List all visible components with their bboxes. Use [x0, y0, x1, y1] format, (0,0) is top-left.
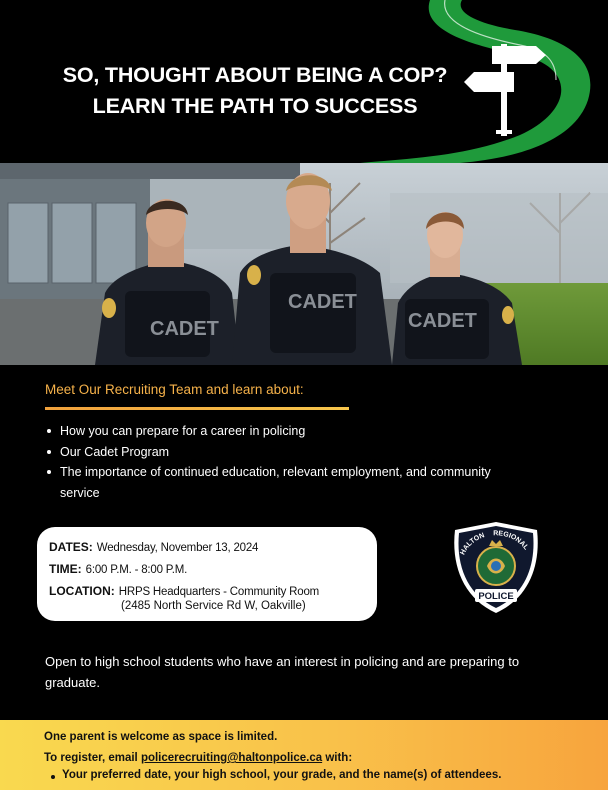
parent-note: One parent is welcome as space is limited.	[44, 731, 278, 743]
vest-label-left: CADET	[150, 318, 219, 340]
cadets-photo-illustration	[0, 163, 608, 365]
cadets-photo	[0, 163, 608, 365]
location-address: (2485 North Service Rd W, Oakville)	[121, 600, 306, 612]
intro-heading: Meet Our Recruiting Team and learn about:	[45, 382, 304, 397]
badge-top-right-text: REGIONAL	[493, 530, 530, 552]
register-suffix: with:	[322, 752, 353, 764]
badge-top-left-text: HALTON	[459, 532, 486, 557]
dates-row	[49, 540, 258, 554]
time-label: TIME:	[49, 562, 82, 576]
list-item: How you can prepare for a career in policing	[45, 421, 515, 442]
topics-list	[45, 421, 515, 503]
location-value: HRPS Headquarters - Community Room	[118, 586, 320, 598]
time-value: 6:00 P.M. - 8:00 P.M.	[85, 564, 188, 576]
header	[0, 0, 608, 163]
dates-value: Wednesday, November 13, 2024	[96, 542, 259, 554]
event-details-card	[37, 527, 377, 621]
title-line-1: SO, THOUGHT ABOUT BEING A COP?	[62, 63, 448, 87]
badge-bottom-text: POLICE	[478, 591, 514, 602]
halton-police-badge	[449, 520, 543, 615]
registration-bullet: Your preferred date, your high school, your grade, and the name(s) of attendees.	[50, 769, 501, 781]
list-item: The importance of continued education, relevant employment, and community service	[45, 462, 515, 503]
vest-label-middle: CADET	[288, 291, 357, 313]
location-label: LOCATION:	[49, 584, 115, 598]
dates-label: DATES:	[49, 540, 93, 554]
list-item: Our Cadet Program	[45, 442, 515, 463]
registration-footer	[0, 720, 608, 790]
eligibility-text: Open to high school students who have an interest in policing and are preparing to graduate.	[45, 654, 520, 690]
email-link[interactable]: policerecruiting@haltonpolice.ca	[140, 752, 323, 764]
time-row	[49, 562, 187, 576]
register-line	[44, 752, 352, 764]
location-row	[49, 584, 319, 598]
register-prefix: To register, email	[44, 752, 141, 764]
vest-label-right: CADET	[408, 310, 477, 332]
page-title	[30, 60, 480, 122]
heading-underline	[45, 407, 349, 410]
title-line-2: LEARN THE PATH TO SUCCESS	[92, 94, 418, 118]
